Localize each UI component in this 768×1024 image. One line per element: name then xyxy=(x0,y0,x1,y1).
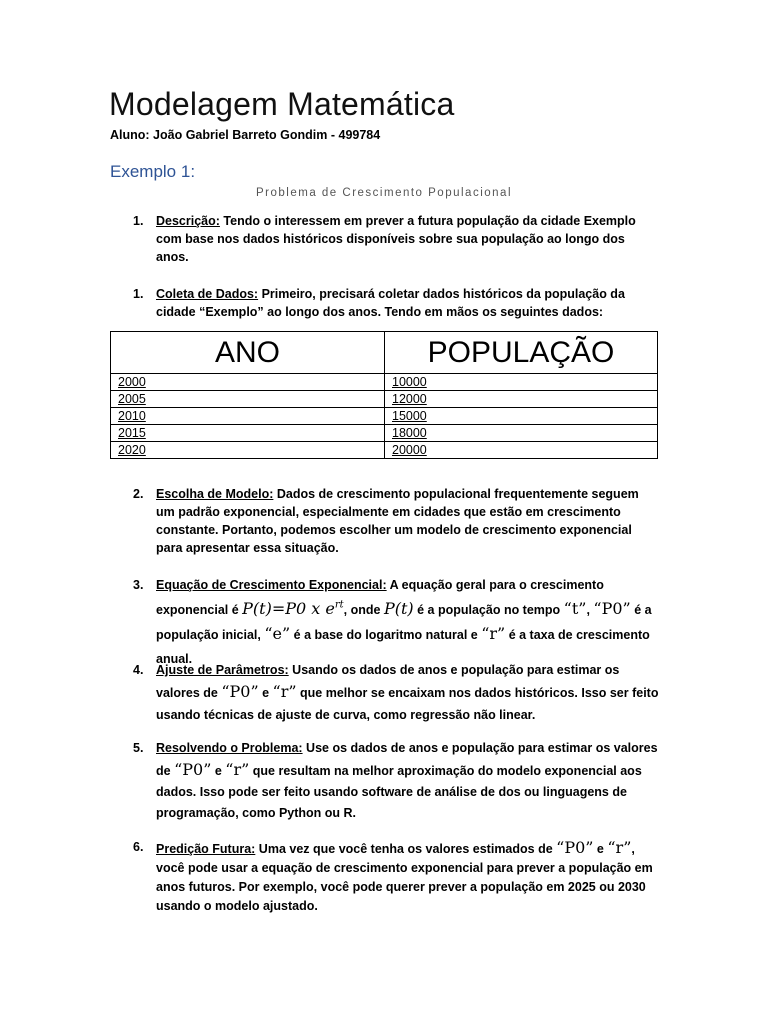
math-p0: “P0” xyxy=(556,838,594,857)
item-text: Tendo o interessem em prever a futura população da cidade Exemplo com base nos dados históricos disponíveis sobre sua população ao longo dos anos. xyxy=(156,214,636,264)
item-heading: Resolvendo o Problema: xyxy=(156,741,303,755)
math-pt: P(t) xyxy=(383,599,414,618)
math-r: “r” xyxy=(272,682,297,701)
section-heading: Exemplo 1: xyxy=(110,162,196,181)
item-heading: Ajuste de Parâmetros: xyxy=(156,663,289,677)
item-number: 4. xyxy=(133,663,144,677)
item-heading: Predição Futura: xyxy=(156,842,256,856)
item-heading: Coleta de Dados: xyxy=(156,287,259,301)
table-row xyxy=(111,408,658,425)
math-p0: “P0” xyxy=(221,682,259,701)
item-number: 1. xyxy=(133,287,144,301)
item-text: Dados de crescimento populacional frequentemente seguem um padrão exponencial, especialmente em cidades que estão em crescimento constante. Portanto, podemos escolher um modelo de crescimento exponencial para apresentar essa situação. xyxy=(156,487,639,555)
item-text: Use os dados de anos e população para estimar os valores de xyxy=(156,741,658,778)
item-heading: Descrição: xyxy=(156,214,220,228)
item-text: , você pode usar a equação de crescimento exponencial para prever a população em anos futuros. Por exemplo, você pode querer prever a população em 2025 ou 2030 usando o modelo ajustado. xyxy=(156,842,653,913)
math-r: “r” xyxy=(607,838,632,857)
equation-body: P(t)=P0 x e xyxy=(242,599,335,618)
item-text: e xyxy=(211,764,226,778)
item-text: é a base do logaritmo natural e xyxy=(290,628,482,642)
equation-exponent: rt xyxy=(334,599,344,611)
item-heading: Equação de Crescimento Exponencial: xyxy=(156,578,387,592)
document-title: Modelagem Matemática xyxy=(109,86,455,122)
item-text: e xyxy=(593,842,608,856)
cell-year: 2015 xyxy=(118,426,146,440)
item-text: é a taxa de crescimento anual. xyxy=(156,628,650,666)
item-text: , onde xyxy=(343,603,384,617)
math-e: “e” xyxy=(264,624,291,643)
item-number: 3. xyxy=(133,578,144,592)
math-p0: “P0” xyxy=(593,599,631,618)
cell-year: 2010 xyxy=(118,409,146,423)
math-r: “r” xyxy=(481,624,506,643)
math-p0: “P0” xyxy=(174,760,212,779)
population-table xyxy=(110,331,658,459)
cell-population: 18000 xyxy=(392,426,427,440)
item-text: e xyxy=(258,686,273,700)
problem-subtitle: Problema de Crescimento Populacional xyxy=(256,187,512,199)
header-populacao: POPULAÇÃO xyxy=(385,332,658,374)
item-number: 5. xyxy=(133,741,144,755)
item-number: 2. xyxy=(133,487,144,501)
table-header-row xyxy=(111,332,658,374)
item-text: que melhor se encaixam nos dados históricos. Isso ser feito usando técnicas de ajuste de curva, como regressão não linear. xyxy=(156,686,659,722)
cell-population: 20000 xyxy=(392,443,427,457)
author-line: Aluno: João Gabriel Barreto Gondim - 499784 xyxy=(110,128,381,142)
item-text: Uma vez que você tenha os valores estimados de xyxy=(255,842,557,856)
cell-population: 15000 xyxy=(392,409,427,423)
table-row xyxy=(111,391,658,408)
table-row xyxy=(111,442,658,459)
math-r: “r” xyxy=(225,760,250,779)
cell-population: 10000 xyxy=(392,375,427,389)
item-text: , xyxy=(586,603,594,617)
cell-year: 2005 xyxy=(118,392,146,406)
item-text: é a população inicial, xyxy=(156,603,652,642)
cell-population: 12000 xyxy=(392,392,427,406)
item-number: 6. xyxy=(133,840,144,854)
cell-year: 2020 xyxy=(118,443,146,457)
header-ano: ANO xyxy=(111,332,385,374)
item-text: que resultam na melhor aproximação do modelo exponencial aos dados. Isso pode ser feito usando software de análise de dos ou linguagens de programação, como Python ou R. xyxy=(156,764,642,820)
item-number: 1. xyxy=(133,214,144,228)
item-heading: Escolha de Modelo: xyxy=(156,487,274,501)
item-text: é a população no tempo xyxy=(413,603,564,617)
cell-year: 2000 xyxy=(118,375,146,389)
table-row xyxy=(111,425,658,442)
equation xyxy=(242,599,344,618)
item-text: A equação geral para o crescimento exponencial é xyxy=(156,578,604,617)
item-text: Primeiro, precisará coletar dados históricos da população da cidade “Exemplo” ao longo dos anos. Tendo em mãos os seguintes dados: xyxy=(156,287,625,319)
math-t: “t” xyxy=(563,599,587,618)
item-text: Usando os dados de anos e população para estimar os valores de xyxy=(156,663,620,700)
table-row xyxy=(111,374,658,391)
